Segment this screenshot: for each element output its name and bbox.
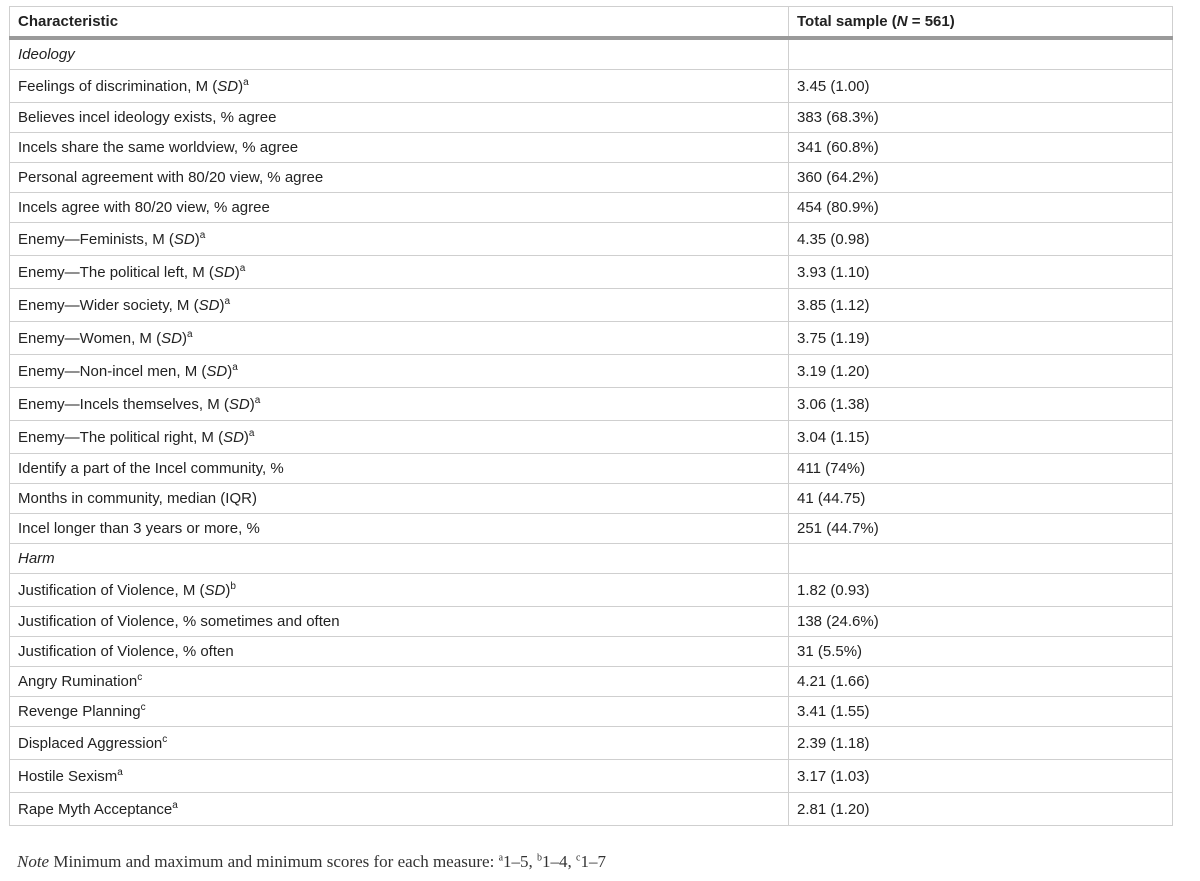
row-value: 4.21 (1.66) [789,667,1173,697]
row-label: Rape Myth Acceptance$^a$ [10,793,789,826]
row-value: 3.17 (1.03) [789,760,1173,793]
row-value: 411 (74%) [789,454,1173,484]
table-row [10,421,1173,454]
table-row [10,637,1173,667]
section-row [10,544,1173,574]
table-row [10,388,1173,421]
table-row [10,163,1173,193]
table-row [10,256,1173,289]
row-label: Identify a part of the Incel community, % [10,454,789,484]
row-value: 3.75 (1.19) [789,322,1173,355]
footnote-marker: a [172,799,178,811]
note-footnote-marker: b [537,852,543,864]
row-value: 341 (60.8%) [789,133,1173,163]
row-label: Incels share the same worldview, % agree [10,133,789,163]
footnote-marker: a [186,328,193,340]
table-row [10,454,1173,484]
table-row [10,70,1173,103]
section-row [10,38,1173,70]
note-lead: Note [17,852,50,871]
row-label: Enemy—Women, M (SD)$^a$ [10,322,789,355]
table-row [10,574,1173,607]
row-value: 360 (64.2%) [789,163,1173,193]
note-range: 1–4 [542,852,568,871]
row-value: 1.82 (0.93) [789,574,1173,607]
header-total-sample: Total sample (N = 561) [789,7,1173,39]
table-row [10,697,1173,727]
results-table [9,6,1173,826]
row-label: Enemy—Feminists, M (SD)$^a$ [10,223,789,256]
row-label: Incel longer than 3 years or more, % [10,514,789,544]
note-footnote-marker: c [576,852,581,864]
table-row [10,484,1173,514]
row-value: 41 (44.75) [789,484,1173,514]
row-value: 138 (24.6%) [789,607,1173,637]
table-note [17,852,606,872]
note-ranges: $^a$1–5, $^b$1–4, $^c$1–7 [498,852,606,871]
row-value: 3.45 (1.00) [789,70,1173,103]
footnote-marker: a [224,295,230,307]
row-value: 31 (5.5%) [789,637,1173,667]
row-value: 3.93 (1.10) [789,256,1173,289]
row-label: Enemy—The political left, M (SD)$^a$ [10,256,789,289]
row-label: Enemy—Wider society, M (SD)$^a$ [10,289,789,322]
footnote-marker: a [117,766,123,778]
row-label: Hostile Sexism$^a$ [10,760,789,793]
section-label: Harm [10,544,789,574]
table-row [10,355,1173,388]
header-characteristic: Characteristic [10,7,789,39]
row-label: Enemy—Non-incel men, M (SD)$^a$ [10,355,789,388]
row-value: 3.85 (1.12) [789,289,1173,322]
table-row [10,667,1173,697]
table-row [10,607,1173,637]
footnote-marker: c [140,702,146,713]
row-value: 4.35 (0.98) [789,223,1173,256]
row-label: Revenge Planning$^c$ [10,697,789,727]
note-text: Minimum and maximum and minimum scores for each measure: [49,852,499,871]
footnote-marker: c [162,733,168,745]
row-label: Justification of Violence, M (SD)$^b$ [10,574,789,607]
row-label: Enemy—The political right, M (SD)$^a$ [10,421,789,454]
row-value: 3.41 (1.55) [789,697,1173,727]
row-label: Displaced Aggression$^c$ [10,727,789,760]
table-row [10,133,1173,163]
table-row [10,514,1173,544]
footnote-marker: a [199,229,206,241]
footnote-marker: a [254,394,261,406]
footnote-marker: a [232,361,238,373]
table-row [10,322,1173,355]
row-value: 454 (80.9%) [789,193,1173,223]
row-value: 3.19 (1.20) [789,355,1173,388]
footnote-marker: a [243,76,249,88]
row-label: Personal agreement with 80/20 view, % agree [10,163,789,193]
table-row [10,193,1173,223]
section-label: Ideology [10,38,789,70]
table-row [10,760,1173,793]
row-value [789,38,1173,70]
row-label: Believes incel ideology exists, % agree [10,103,789,133]
row-value: 2.81 (1.20) [789,793,1173,826]
footnote-marker: b [230,580,236,592]
row-label: Angry Rumination$^c$ [10,667,789,697]
footnote-marker: a [239,262,246,274]
table-row [10,223,1173,256]
row-label: Enemy—Incels themselves, M (SD)$^a$ [10,388,789,421]
table-row [10,289,1173,322]
row-label: Incels agree with 80/20 view, % agree [10,193,789,223]
footnote-marker: c [137,672,143,683]
row-value [789,544,1173,574]
row-label: Justification of Violence, % often [10,637,789,667]
row-label: Justification of Violence, % sometimes and often [10,607,789,637]
row-value: 251 (44.7%) [789,514,1173,544]
note-range: 1–7 [580,852,606,871]
row-value: 3.04 (1.15) [789,421,1173,454]
note-range: 1–5 [503,852,529,871]
row-value: 3.06 (1.38) [789,388,1173,421]
table-body [10,38,1173,826]
table-row [10,103,1173,133]
row-label: Feelings of discrimination, M (SD)$^a$ [10,70,789,103]
note-footnote-marker: a [498,852,504,864]
row-label: Months in community, median (IQR) [10,484,789,514]
table-row [10,727,1173,760]
row-value: 2.39 (1.18) [789,727,1173,760]
table-header-row [10,7,1173,39]
table-row [10,793,1173,826]
row-value: 383 (68.3%) [789,103,1173,133]
footnote-marker: a [248,427,255,439]
